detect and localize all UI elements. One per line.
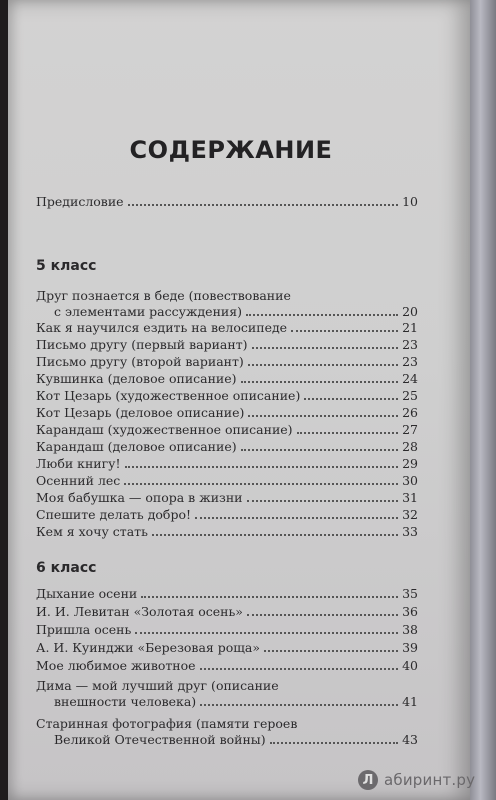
watermark	[358, 768, 496, 792]
toc-entry-text: Предисловие	[36, 194, 124, 209]
toc-entry-text: Кот Цезарь (художественное описание)	[36, 388, 301, 403]
toc-entry	[36, 320, 418, 336]
toc-entry-page: 20	[402, 304, 418, 319]
toc-entry-page: 32	[402, 507, 418, 522]
toc-entry-page: 23	[402, 337, 418, 352]
toc-entry-page: 33	[402, 524, 418, 539]
toc-entry-preface	[36, 194, 418, 210]
dot-leader	[241, 449, 398, 451]
watermark-text: абиринт.ру	[384, 771, 476, 789]
toc-entry-text: Друг познается в беде (повествование	[36, 288, 291, 303]
dot-leader	[135, 632, 398, 634]
toc-entry-text: Карандаш (деловое описание)	[36, 439, 237, 454]
labirint-logo-icon: Л	[358, 770, 378, 790]
toc-entry-text: Спешите делать добро!	[36, 507, 192, 522]
toc-entry-page: 27	[402, 422, 418, 437]
toc-entry-text: И. И. Левитан «Золотая осень»	[36, 604, 243, 619]
toc-entry-page: 35	[402, 586, 418, 601]
dot-leader	[246, 314, 398, 316]
toc-entry-text: Люби книгу!	[36, 456, 121, 471]
book-page-edges	[470, 0, 496, 800]
toc-entry-text: Письмо другу (первый вариант)	[36, 337, 248, 352]
toc-entry-text: Карандаш (художественное описание)	[36, 422, 293, 437]
dot-leader	[247, 500, 398, 502]
toc-entry-continuation: внешности человека)	[54, 694, 197, 709]
dot-leader	[304, 398, 398, 400]
dot-leader	[152, 534, 398, 536]
dot-leader	[200, 668, 398, 670]
toc-entry-page: 10	[402, 194, 418, 209]
toc-entry	[36, 716, 418, 748]
dot-leader	[125, 466, 398, 468]
dot-leader	[264, 650, 398, 652]
toc-entry-page: 36	[402, 604, 418, 619]
toc-entry-page: 39	[402, 640, 418, 655]
toc-entry	[36, 586, 418, 602]
dot-leader	[241, 381, 398, 383]
toc-entry-page: 26	[402, 405, 418, 420]
toc-entry	[36, 658, 418, 674]
toc-entry	[36, 337, 418, 353]
dot-leader	[247, 614, 398, 616]
toc-entry-page: 43	[402, 732, 418, 747]
toc-entry-page: 23	[402, 354, 418, 369]
toc-entry-page: 29	[402, 456, 418, 471]
dot-leader	[291, 330, 398, 332]
toc-entry	[36, 473, 418, 489]
dot-leader	[200, 704, 398, 706]
toc-entry-text: Осенний лес	[36, 473, 121, 488]
toc-entry-text: Пришла осень	[36, 622, 132, 637]
toc-entry	[36, 354, 418, 370]
book-page	[8, 0, 476, 800]
toc-entry-continuation: Великой Отечественной войны)	[54, 732, 266, 747]
toc-entry-page: 31	[402, 490, 418, 505]
dot-leader	[128, 204, 398, 206]
toc-entry	[36, 622, 418, 638]
toc-entry-page: 30	[402, 473, 418, 488]
dot-leader	[252, 347, 399, 349]
section-heading-6: 6 класс	[36, 560, 97, 576]
toc-entry	[36, 422, 418, 438]
toc-entry-page: 41	[402, 694, 418, 709]
toc-entry-page: 40	[402, 658, 418, 673]
dot-leader	[141, 596, 398, 598]
toc-entry-text: Как я научился ездить на велосипеде	[36, 320, 288, 335]
toc-entry-text: А. И. Куинджи «Березовая роща»	[36, 640, 261, 655]
toc-entry-page: 38	[402, 622, 418, 637]
toc-entry	[36, 604, 418, 620]
page-title: СОДЕРЖАНИЕ	[129, 136, 333, 164]
toc-entry-text: Кувшинка (деловое описание)	[36, 371, 237, 386]
toc-entry-page: 24	[402, 371, 418, 386]
dot-leader	[270, 742, 398, 744]
toc-entry-page: 21	[402, 320, 418, 335]
toc-entry-text: Мое любимое животное	[36, 658, 196, 673]
toc-entry-text: Дима — мой лучший друг (описание	[36, 678, 279, 693]
toc-entry	[36, 507, 418, 523]
toc-entry	[36, 371, 418, 387]
dot-leader	[248, 415, 398, 417]
toc-entry-text: Кот Цезарь (деловое описание)	[36, 405, 245, 420]
toc-entry-text: Моя бабушка — опора в жизни	[36, 490, 243, 505]
dot-leader	[297, 432, 398, 434]
toc-entry-text: Письмо другу (второй вариант)	[36, 354, 244, 369]
toc-entry	[36, 490, 418, 506]
toc-entry-text: Кем я хочу стать	[36, 524, 148, 539]
dot-leader	[248, 364, 398, 366]
toc-entry-page: 25	[402, 388, 418, 403]
toc-entry	[36, 678, 418, 710]
toc-entry-continuation: с элементами рассуждения)	[54, 304, 242, 319]
dot-leader	[124, 483, 398, 485]
section-heading-5: 5 класс	[36, 258, 97, 274]
toc-entry	[36, 405, 418, 421]
toc-entry	[36, 388, 418, 404]
toc-entry-text: Старинная фотография (памяти героев	[36, 716, 298, 731]
toc-entry	[36, 524, 418, 540]
toc-entry	[36, 439, 418, 455]
toc-entry-text: Дыхание осени	[36, 586, 138, 601]
toc-entry-page: 28	[402, 439, 418, 454]
toc-entry	[36, 288, 418, 320]
dot-leader	[195, 517, 398, 519]
toc-entry	[36, 456, 418, 472]
toc-entry	[36, 640, 418, 656]
